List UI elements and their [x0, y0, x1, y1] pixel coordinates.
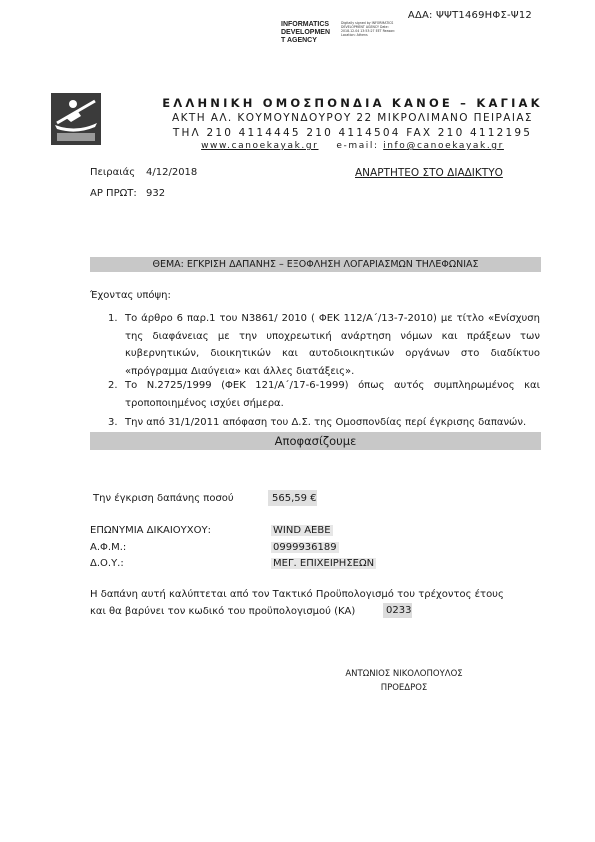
list-item-number: 1. [108, 313, 118, 324]
decision-title: Αποφασίζουμε [274, 434, 357, 448]
list-item-text: Το άρθρο 6 παρ.1 του Ν3861/ 2010 ( ΦΕΚ 112/Α΄/13-7-2010) με τίτλο «Ενίσχυση της διαφάνειας με την υποχρεωτική ανάρτηση νόμων και πράξεων των κυβερνητικών, διοικητικών και αυτοδιοικητικών οργάνων στο διαδίκτυο «πρόγραμμα Διαύγεια» και άλλες διατάξεις». [125, 313, 540, 377]
protocol-label: ΑΡ ΠΡΩΤ: [90, 188, 137, 199]
signature-stamp [281, 21, 330, 45]
ada-code: ΑΔΑ: ΨΨΤ1469ΗΦΣ-Ψ12 [407, 10, 532, 21]
organization-phones: ΤΗΛ 210 4114445 210 4114504 FAX 210 4112195 [172, 127, 533, 139]
document-date: 4/12/2018 [146, 167, 198, 178]
signatory-name: ΑΝΤΩΝΙΟΣ ΝΙΚΟΛΟΠΟΥΛΟΣ [345, 669, 463, 679]
budget-line-2: και θα βαρύνει τον κωδικό του προϋπολογισμού (ΚΑ) [90, 606, 356, 617]
stamp-details: Digitally signed by INFORMATICS DEVELOPMENT AGENCY Date: 2018.12.04 13:53:27 EET Reason: Location: Athens [341, 21, 396, 37]
list-item-number: 3. [108, 417, 118, 428]
email-label: e-mail: [336, 141, 379, 151]
email-link[interactable]: info@canoekayak.gr [383, 141, 504, 151]
signatory-title: ΠΡΟΕΔΡΟΣ [380, 683, 428, 693]
list-item [108, 414, 540, 432]
budget-code: 0233 [386, 605, 412, 616]
doy-value: ΜΕΓ. ΕΠΙΧΕΙΡΗΣΕΩΝ [273, 558, 375, 569]
kayak-icon [51, 93, 101, 145]
list-item-number: 2. [108, 380, 118, 391]
subject-text: ΘΕΜΑ: ΕΓΚΡΙΣΗ ΔΑΠΑΝΗΣ – ΕΞΟΦΛΗΣΗ ΛΟΓΑΡΙΑΣΜΩΝ ΤΗΛΕΦΩΝΙΑΣ [152, 259, 479, 270]
stamp-line-2: DEVELOPMEN [281, 29, 331, 36]
organization-address: ΑΚΤΗ ΑΛ. ΚΟΥΜΟΥΝΔΟΥΡΟΥ 22 ΜΙΚΡΟΛΙΜΑΝΟ ΠΕΙΡΑΙΑΣ [172, 112, 533, 124]
beneficiary-name-label: ΕΠΩΝΥΜΙΑ ΔΙΚΑΙΟΥΧΟΥ: [90, 525, 211, 536]
doy-label: Δ.Ο.Υ.: [90, 558, 124, 569]
place-label: Πειραιάς [90, 167, 136, 178]
afm-value: 0999936189 [273, 542, 337, 553]
protocol-number: 932 [146, 188, 166, 199]
organization-title: ΕΛΛΗΝΙΚΗ ΟΜΟΣΠΟΝΔΙΑ ΚΑΝΟΕ – ΚΑΓΙΑΚ [162, 96, 543, 110]
afm-label: Α.Φ.Μ.: [90, 542, 127, 553]
stamp-line-3: T AGENCY [281, 37, 317, 44]
organization-contacts [110, 141, 595, 151]
list-item [108, 310, 540, 380]
website-link[interactable]: www.canoekayak.gr [201, 141, 319, 151]
approval-amount: 565,59 € [272, 493, 317, 504]
beneficiary-name: WIND AEBE [273, 525, 331, 536]
posting-notice: ΑΝΑΡΤΗΤΕΟ ΣΤΟ ΔΙΑΔΙΚΤΥΟ [355, 167, 503, 179]
budget-line-1: Η δαπάνη αυτή καλύπτεται από τον Τακτικό Προϋπολογισμό του τρέχοντος έτους [90, 589, 504, 600]
having-regard-heading: Έχοντας υπόψη: [90, 290, 171, 301]
approval-label: Την έγκριση δαπάνης ποσού [93, 493, 234, 504]
list-item-text: Την από 31/1/2011 απόφαση του Δ.Σ. της Ομοσπονδίας περί έγκρισης δαπανών. [125, 417, 527, 428]
federation-logo [51, 93, 101, 145]
list-item-text: Το Ν.2725/1999 (ΦΕΚ 121/Α΄/17-6-1999) όπως αυτός συμπληρωμένος και τροποποιημένος ισχύει σήμερα. [125, 380, 540, 409]
list-item [108, 377, 540, 412]
stamp-line-1: INFORMATICS [281, 21, 330, 28]
